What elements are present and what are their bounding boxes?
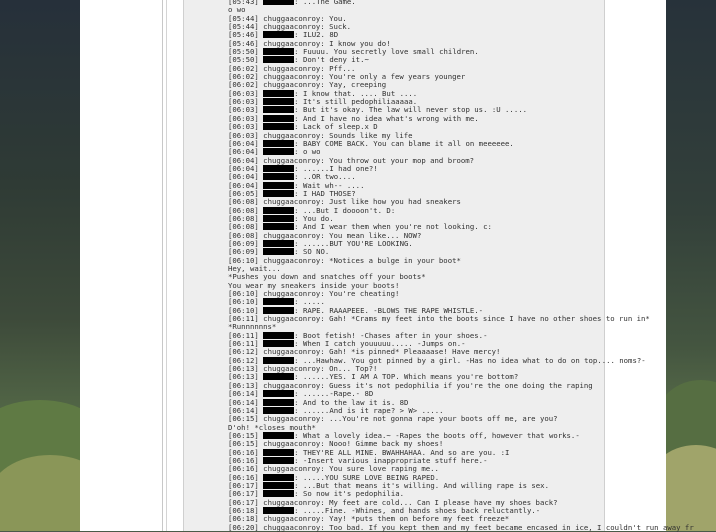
chat-line <box>228 232 603 240</box>
timestamp: [06:18] <box>228 505 259 515</box>
redacted-username <box>263 390 294 397</box>
message-text: : ..... <box>294 297 325 307</box>
timestamp: [06:13] <box>228 380 259 390</box>
message-text: : You're only a few years younger <box>320 72 466 82</box>
chat-line <box>228 257 603 265</box>
message-text: You wear my sneakers inside your boots! <box>228 280 400 290</box>
redacted-username <box>263 457 294 464</box>
message-text: : And I wear them when you're not looking. c: <box>294 222 492 232</box>
message-text: : .....YOU SURE LOVE BEING RAPED. <box>294 472 440 482</box>
redacted-username <box>263 98 294 105</box>
message-text: : You do. <box>294 213 334 223</box>
message-text: : Sounds like my life <box>320 130 413 140</box>
message-text: : Guess it's not pedophilia if you're the one doing the raping <box>320 380 593 390</box>
timestamp: [06:03] <box>228 97 259 107</box>
redacted-username <box>263 248 294 255</box>
redacted-username <box>263 340 294 347</box>
scenery-hill <box>0 455 80 531</box>
timestamp: [06:11] <box>228 330 259 340</box>
redacted-username <box>263 399 294 406</box>
timestamp: [06:08] <box>228 205 259 215</box>
redacted-username <box>263 48 294 55</box>
message-text: : ...You're not gonna rape your boots off me, are you? <box>320 414 558 424</box>
speaker-name: chuggaaconroy <box>263 497 321 507</box>
message-text: : So now it's pedophilia. <box>294 489 404 499</box>
redacted-username <box>263 115 294 122</box>
speaker-name: chuggaaconroy <box>263 13 321 23</box>
timestamp: [06:04] <box>228 172 259 182</box>
timestamp: [06:08] <box>228 222 259 232</box>
background-scenery-right <box>666 0 716 531</box>
timestamp: [06:10] <box>228 297 259 307</box>
chat-line <box>228 382 603 390</box>
message-text: : And to the law it is. 8D <box>294 397 409 407</box>
background-scenery-left <box>0 0 80 531</box>
message-text: : On... Top?! <box>320 364 378 374</box>
message-text: : ......-Rape.- 8D <box>294 389 374 399</box>
speaker-name: chuggaaconroy <box>263 314 321 324</box>
message-text: : ......I had one?! <box>294 163 378 173</box>
timestamp: [05:50] <box>228 47 259 57</box>
message-text: : You. <box>320 13 347 23</box>
timestamp: [06:12] <box>228 347 259 357</box>
redacted-username <box>263 56 294 63</box>
redacted-username <box>263 432 294 439</box>
timestamp: [06:16] <box>228 455 259 465</box>
column-divider <box>162 0 163 531</box>
timestamp: [06:09] <box>228 247 259 257</box>
timestamp: [06:13] <box>228 372 259 382</box>
timestamp: [06:10] <box>228 305 259 315</box>
timestamp: [06:15] <box>228 439 259 449</box>
redacted-username <box>263 482 294 489</box>
chat-line <box>228 482 603 490</box>
message-text: : *Notices a bulge in your boot* <box>320 255 461 265</box>
timestamp: [06:16] <box>228 464 259 474</box>
chat-line <box>228 182 603 190</box>
message-text: : RAPE. RAAAPEEE. -BLOWS THE RAPE WHISTLE.- <box>294 305 484 315</box>
message-text: : Just like how you had sneakers <box>320 197 461 207</box>
redacted-username <box>263 123 294 130</box>
chat-line <box>228 207 603 215</box>
timestamp: [06:11] <box>228 314 259 324</box>
message-text: : Pff... <box>320 63 356 73</box>
speaker-name: chuggaaconroy <box>263 22 321 32</box>
timestamp: [06:15] <box>228 414 259 424</box>
timestamp: [06:03] <box>228 113 259 123</box>
redacted-username <box>263 106 294 113</box>
message-text: o wo <box>228 5 246 15</box>
message-text: : Gah! *Crams my feet into the boots since I have no other shoes to run in* <box>320 314 650 324</box>
message-text: : BABY COME BACK. You can blame it all on meeeeee. <box>294 138 514 148</box>
message-text: : I know you do! <box>320 38 391 48</box>
timestamp: [06:03] <box>228 130 259 140</box>
message-text: : You mean like... NOW? <box>320 230 422 240</box>
timestamp: [06:08] <box>228 213 259 223</box>
timestamp: [06:12] <box>228 355 259 365</box>
chat-line <box>228 48 603 56</box>
redacted-username <box>263 407 294 414</box>
chat-line <box>228 23 603 31</box>
redacted-username <box>263 307 294 314</box>
redacted-username <box>263 373 294 380</box>
message-text: : You're cheating! <box>320 289 400 299</box>
message-text: : When I catch youuuuu..... -Jumps on.- <box>294 339 466 349</box>
timestamp: [05:46] <box>228 38 259 48</box>
redacted-username <box>263 357 294 364</box>
timestamp: [05:43] <box>228 0 259 6</box>
redacted-username <box>263 173 294 180</box>
timestamp: [06:14] <box>228 397 259 407</box>
redacted-username <box>263 31 294 38</box>
timestamp: [06:02] <box>228 72 259 82</box>
timestamp: [06:14] <box>228 389 259 399</box>
message-text: : It's still pedophiliaaaaa. <box>294 97 418 107</box>
timestamp: [05:44] <box>228 22 259 32</box>
message-text: : ILU2. 8D <box>294 30 339 40</box>
speaker-name: chuggaaconroy <box>263 364 321 374</box>
message-text: D'oh! *closes mouth* <box>228 422 316 432</box>
timestamp: [06:16] <box>228 447 259 457</box>
message-text: : Yay! *puts them on before my feet freeze* <box>320 514 510 524</box>
speaker-name: chuggaaconroy <box>263 80 321 90</box>
message-text: : ..OR two.... <box>294 172 356 182</box>
chat-line <box>228 198 603 206</box>
message-text: : Suck. <box>320 22 352 32</box>
redacted-username <box>263 190 294 197</box>
speaker-name: chuggaaconroy <box>263 289 321 299</box>
message-text: : But it's okay. The law will never stop us. :U ..... <box>294 105 528 115</box>
message-text: : ......And is it rape? > W> ..... <box>294 405 444 415</box>
message-text: : And I have no idea what's wrong with me. <box>294 113 479 123</box>
timestamp: [06:04] <box>228 163 259 173</box>
speaker-name: chuggaaconroy <box>263 464 321 474</box>
message-text: : Yay, creeping <box>320 80 387 90</box>
timestamp: [06:03] <box>228 122 259 132</box>
message-text: : Fuuuu. You secretly love small children. <box>294 47 479 57</box>
timestamp: [06:04] <box>228 155 259 165</box>
redacted-username <box>263 207 294 214</box>
message-text: : You throw out your mop and broom? <box>320 155 475 165</box>
speaker-name: chuggaaconroy <box>263 439 321 449</box>
speaker-name: chuggaaconroy <box>263 63 321 73</box>
chat-line <box>228 173 603 181</box>
message-text: : Don't deny it.~ <box>294 55 369 65</box>
timestamp: [06:17] <box>228 480 259 490</box>
redacted-username <box>263 240 294 247</box>
message-text: : THEY'RE ALL MINE. BWAHHAHAA. And so are you. :I <box>294 447 510 457</box>
message-text: : SO NO. <box>294 247 330 257</box>
redacted-username <box>263 298 294 305</box>
speaker-name: chuggaaconroy <box>263 130 321 140</box>
message-text: : .....Fine. -Whines, and hands shoes back reluctantly.- <box>294 505 541 515</box>
redacted-username <box>263 148 294 155</box>
speaker-name: chuggaaconroy <box>263 72 321 82</box>
message-text: : o wo <box>294 147 321 157</box>
timestamp: [06:16] <box>228 472 259 482</box>
redacted-username <box>263 182 294 189</box>
timestamp: [06:08] <box>228 230 259 240</box>
message-text: Hey, wait... <box>228 264 281 273</box>
redacted-username <box>263 449 294 456</box>
speaker-name: chuggaaconroy <box>263 380 321 390</box>
chat-line <box>228 157 603 165</box>
timestamp: [06:10] <box>228 289 259 299</box>
timestamp: [06:14] <box>228 405 259 415</box>
timestamp: [06:05] <box>228 188 259 198</box>
message-text: : ...But that means it's willing. And willing rape is sex. <box>294 480 549 490</box>
redacted-username <box>263 90 294 97</box>
message-text: : ......BUT YOU'RE LOOKING. <box>294 238 413 248</box>
redacted-username <box>263 215 294 222</box>
message-text: : Boot fetish! -Chases after in your shoes.- <box>294 330 488 340</box>
redacted-username <box>263 0 294 5</box>
chat-line <box>228 140 603 148</box>
speaker-name: chuggaaconroy <box>263 514 321 524</box>
redacted-username <box>263 332 294 339</box>
chat-line <box>228 115 603 123</box>
timestamp: [06:09] <box>228 238 259 248</box>
speaker-name: chuggaaconroy <box>263 197 321 207</box>
speaker-name: chuggaaconroy <box>263 255 321 265</box>
timestamp: [06:15] <box>228 430 259 440</box>
timestamp: [06:18] <box>228 514 259 524</box>
timestamp: [06:17] <box>228 497 259 507</box>
message-text: : I know that. .... But .... <box>294 88 418 98</box>
timestamp: [06:13] <box>228 364 259 374</box>
message-text: : ...But I doooon't. D: <box>294 205 396 215</box>
speaker-name: chuggaaconroy <box>263 522 321 532</box>
timestamp: [05:44] <box>228 13 259 23</box>
message-text: : You sure love raping me.. <box>320 464 439 474</box>
message-text: : Nooo! Gimme back my shoes! <box>320 439 444 449</box>
chat-line <box>228 240 603 248</box>
message-text: *Pushes you down and snatches off your boots* <box>228 272 426 282</box>
timestamp: [06:08] <box>228 197 259 207</box>
timestamp: [06:04] <box>228 138 259 148</box>
chat-line <box>228 165 603 173</box>
timestamp: [06:10] <box>228 255 259 265</box>
timestamp: [06:17] <box>228 489 259 499</box>
chat-log <box>228 0 694 532</box>
timestamp: [06:03] <box>228 105 259 115</box>
speaker-name: chuggaaconroy <box>263 38 321 48</box>
timestamp: [06:04] <box>228 180 259 190</box>
speaker-name: chuggaaconroy <box>263 414 321 424</box>
scenery-hill <box>666 445 716 531</box>
message-text: : What a lovely idea.~ -Rapes the boots off, however that works.- <box>294 430 580 440</box>
timestamp: [06:02] <box>228 63 259 73</box>
message-text: : ......YES. I AM A TOP. Which means you're bottom? <box>294 372 519 382</box>
message-text: : Gah! *is pinned* Pleaaaase! Have mercy! <box>320 347 501 357</box>
timestamp: [06:11] <box>228 339 259 349</box>
speaker-name: chuggaaconroy <box>263 155 321 165</box>
timestamp: [06:04] <box>228 147 259 157</box>
chat-line <box>228 290 603 298</box>
message-text: : ...Hawhaw. You got pinned by a girl. -Has no idea what to do on top.... noms?- <box>294 355 646 365</box>
message-text: : Too bad. If you kept them and my feet became encased in ice, I couldn't run away fr <box>320 522 694 532</box>
chat-line <box>228 314 650 324</box>
timestamp: [06:03] <box>228 88 259 98</box>
timestamp: [06:20] <box>228 522 259 532</box>
speaker-name: chuggaaconroy <box>263 230 321 240</box>
redacted-username <box>263 507 294 514</box>
chat-line <box>228 390 603 398</box>
message-text: : Lack of sleep.x D <box>294 122 378 132</box>
page-column <box>80 0 694 532</box>
redacted-username <box>263 223 294 230</box>
message-text: : I HAD THOSE? <box>294 188 356 198</box>
message-text: : ...The Game. <box>294 0 356 6</box>
message-text: *Runnnnnns* <box>228 322 277 332</box>
redacted-username <box>263 490 294 497</box>
chat-log-box[interactable] <box>183 0 694 532</box>
message-text: : -Insert various inappropriate stuff here.- <box>294 455 488 465</box>
timestamp: [05:46] <box>228 30 259 40</box>
redacted-username <box>263 140 294 147</box>
redacted-username <box>263 165 294 172</box>
timestamp: [05:50] <box>228 55 259 65</box>
message-text: : My feet are cold... Can I please have my shoes back? <box>320 497 558 507</box>
redacted-username <box>263 474 294 481</box>
timestamp: [06:02] <box>228 80 259 90</box>
speaker-name: chuggaaconroy <box>263 347 321 357</box>
message-text: : Wait wh-- .... <box>294 180 365 190</box>
